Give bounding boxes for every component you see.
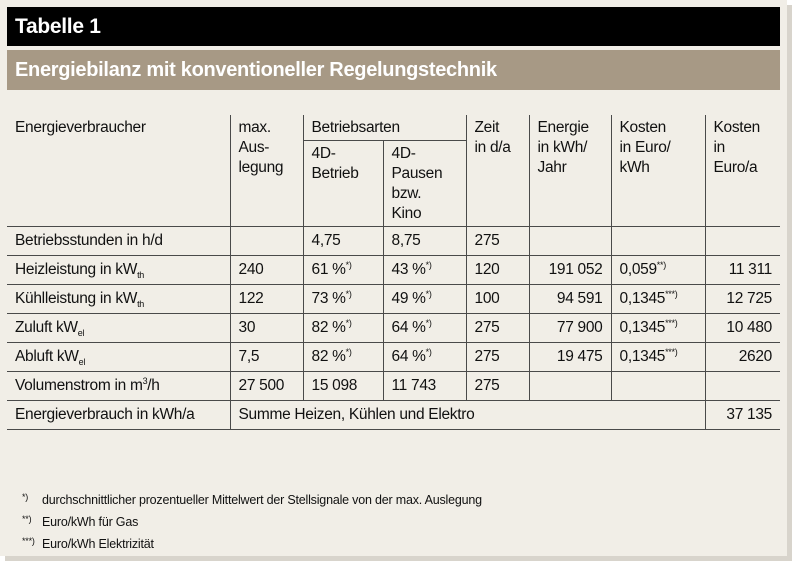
- cell-auslegung: 240: [230, 256, 303, 285]
- header-auslegung: max. Aus- legung: [230, 115, 303, 227]
- header-zeit: Zeit in d/a: [466, 115, 529, 227]
- cell-energie: 19 475: [529, 343, 611, 372]
- table-row: [7, 314, 780, 343]
- cell-zeit: 100: [466, 285, 529, 314]
- header-4d-betrieb: 4D- Betrieb: [303, 141, 383, 227]
- header-kosten-jahr: Kosten in Euro/a: [705, 115, 780, 227]
- cell-kosten-jahr: 2620: [705, 343, 780, 372]
- cell-pausen: 49 %*): [383, 285, 466, 314]
- cell-kosten-jahr: 10 480: [705, 314, 780, 343]
- total-description: Summe Heizen, Kühlen und Elektro: [230, 401, 705, 430]
- row-label: Kühlleistung in $kW_{th}$: [7, 285, 230, 314]
- footnotes: [22, 488, 482, 554]
- cell-pausen: 11 743: [383, 372, 466, 401]
- cell-kosten-jahr: [705, 372, 780, 401]
- header-verbraucher: Energieverbraucher: [7, 115, 230, 227]
- total-value: 37 135: [705, 401, 780, 430]
- cell-kosten-kwh: [611, 372, 705, 401]
- cell-energie: [529, 227, 611, 256]
- cell-auslegung: 122: [230, 285, 303, 314]
- cell-kosten-kwh: 0,1345***): [611, 314, 705, 343]
- row-label: Heizleistung in $kW_{th}$: [7, 256, 230, 285]
- cell-betrieb: 15 098: [303, 372, 383, 401]
- cell-betrieb: 82 %*): [303, 343, 383, 372]
- cell-energie: [529, 372, 611, 401]
- cell-kosten-jahr: [705, 227, 780, 256]
- header-row: [7, 115, 780, 141]
- cell-energie: 191 052: [529, 256, 611, 285]
- cell-pausen: 64 %*): [383, 314, 466, 343]
- cell-auslegung: 30: [230, 314, 303, 343]
- footnote: ***) Euro/kWh Elektrizität: [22, 536, 154, 551]
- cell-kosten-kwh: 0,059**): [611, 256, 705, 285]
- cell-zeit: 275: [466, 227, 529, 256]
- cell-zeit: 275: [466, 314, 529, 343]
- row-label: Abluft $kW_{el}$: [7, 343, 230, 372]
- table-row: [7, 285, 780, 314]
- header-4d-pausen: 4D- Pausen bzw. Kino: [383, 141, 466, 227]
- footnote: *) durchschnittlicher prozentueller Mittelwert der Stellsignale von der max. Auslegung: [22, 492, 482, 507]
- cell-kosten-kwh: 0,1345***): [611, 285, 705, 314]
- table-row: [7, 227, 780, 256]
- cell-auslegung: 7,5: [230, 343, 303, 372]
- cell-energie: 77 900: [529, 314, 611, 343]
- table-row: [7, 256, 780, 285]
- cell-pausen: 43 %*): [383, 256, 466, 285]
- cell-zeit: 275: [466, 343, 529, 372]
- table-title: Tabelle 1: [7, 7, 780, 46]
- energy-balance-table: [7, 115, 780, 430]
- header-energie: Energie in kWh/ Jahr: [529, 115, 611, 227]
- row-label: Volumenstrom in $m^3/h$: [7, 372, 230, 401]
- cell-pausen: 64 %*): [383, 343, 466, 372]
- row-label: Zuluft $kW_{el}$: [7, 314, 230, 343]
- cell-auslegung: 27 500: [230, 372, 303, 401]
- table-row: [7, 343, 780, 372]
- cell-zeit: 120: [466, 256, 529, 285]
- header-betriebsarten: Betriebsarten: [303, 115, 466, 141]
- cell-kosten-kwh: 0,1345***): [611, 343, 705, 372]
- total-row: [7, 401, 780, 430]
- table-subtitle: Energiebilanz mit konventioneller Regelungstechnik: [7, 50, 780, 90]
- cell-zeit: 275: [466, 372, 529, 401]
- cell-kosten-kwh: [611, 227, 705, 256]
- total-label: Energieverbrauch in kWh/a: [7, 401, 230, 430]
- cell-betrieb: 4,75: [303, 227, 383, 256]
- cell-kosten-jahr: 11 311: [705, 256, 780, 285]
- cell-betrieb: 82 %*): [303, 314, 383, 343]
- cell-energie: 94 591: [529, 285, 611, 314]
- table-row: [7, 372, 780, 401]
- footnote: **) Euro/kWh für Gas: [22, 514, 139, 529]
- row-label: Betriebsstunden in h/d: [7, 227, 230, 256]
- cell-auslegung: [230, 227, 303, 256]
- cell-kosten-jahr: 12 725: [705, 285, 780, 314]
- cell-betrieb: 73 %*): [303, 285, 383, 314]
- cell-betrieb: 61 %*): [303, 256, 383, 285]
- cell-pausen: 8,75: [383, 227, 466, 256]
- header-kosten-kwh: Kosten in Euro/ kWh: [611, 115, 705, 227]
